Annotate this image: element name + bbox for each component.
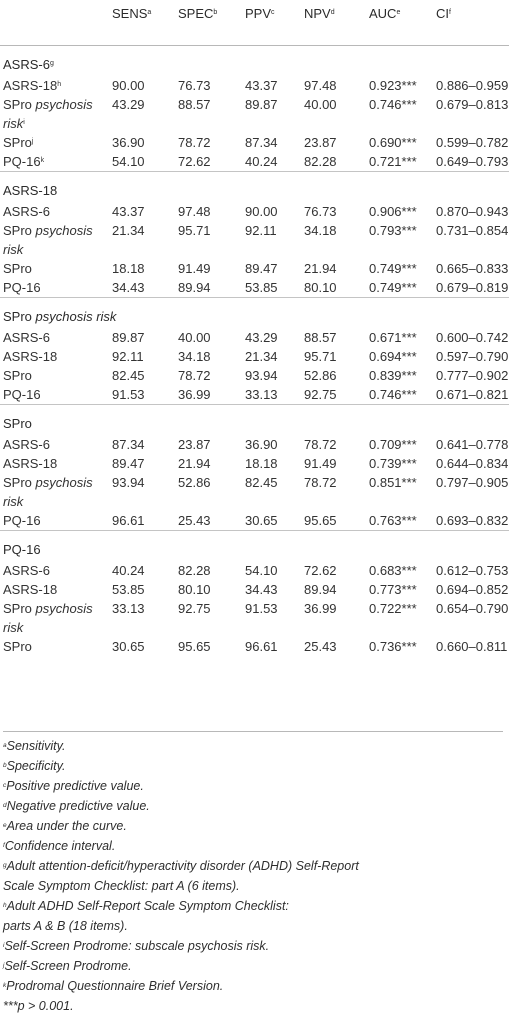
- footnote: [3, 856, 503, 876]
- cell-ppv: 40.24: [245, 154, 278, 169]
- cell-ci: 0.600–0.742: [436, 330, 509, 345]
- cell-spec: 95.65: [178, 639, 211, 654]
- table-header-row: [0, 0, 509, 46]
- group-heading: [0, 531, 509, 562]
- cell-auc: 0.671***: [369, 330, 417, 345]
- row-label: [0, 454, 112, 473]
- footnote-marker: f: [3, 842, 5, 849]
- cell-spec: 89.94: [178, 280, 211, 295]
- cell-spec: 40.00: [178, 330, 211, 345]
- row-label: [0, 435, 112, 454]
- column-header-footnote-marker: f: [449, 9, 451, 16]
- row-label-text: SPro: [3, 475, 36, 490]
- cell-ci: 0.660–0.811: [436, 639, 508, 654]
- footnote: [3, 956, 503, 976]
- row-label: [0, 599, 112, 637]
- cell-npv: 97.48: [304, 78, 337, 93]
- cell-ci: 0.693–0.832: [436, 513, 509, 528]
- cell-spec: 78.72: [178, 135, 211, 150]
- column-header-auc: [369, 0, 436, 46]
- table-row: [0, 259, 509, 278]
- cell-ci: 0.599–0.782: [436, 135, 509, 150]
- row-label: [0, 259, 112, 278]
- cell-ci: 0.797–0.905: [436, 475, 509, 490]
- cell-ci: 0.886–0.959: [436, 78, 509, 93]
- cell-ppv: 18.18: [245, 456, 278, 471]
- row-label-text: PQ-16: [3, 280, 41, 295]
- column-header-ppv: [245, 0, 304, 46]
- table-row: [0, 454, 509, 473]
- row-label: [0, 328, 112, 347]
- cell-auc: 0.721***: [369, 154, 417, 169]
- table-row: [0, 435, 509, 454]
- footnote-text: Adult ADHD Self-Report Scale Symptom Checklist:: [6, 899, 289, 913]
- footnote: [3, 796, 503, 816]
- footnote: [3, 776, 503, 796]
- cell-spec: 80.10: [178, 582, 211, 597]
- footnote-text: Area under the curve.: [6, 819, 127, 833]
- table-row: [0, 511, 509, 531]
- cell-spec: 23.87: [178, 437, 211, 452]
- cell-auc: 0.793***: [369, 223, 417, 238]
- cell-ci: 0.612–0.753: [436, 563, 509, 578]
- cell-auc: 0.739***: [369, 456, 417, 471]
- column-header-footnote-marker: a: [147, 9, 152, 16]
- row-label-italic: psychosis: [35, 97, 93, 112]
- table-row: [0, 95, 509, 133]
- cell-spec: 52.86: [178, 475, 211, 490]
- cell-sens: 89.87: [112, 330, 145, 345]
- column-header-label: PPV: [245, 6, 272, 21]
- footnote-text: Self-Screen Prodrome: subscale psychosis risk.: [4, 939, 270, 953]
- column-header-footnote-marker: c: [271, 9, 275, 16]
- row-label: [0, 347, 112, 366]
- cell-spec: 21.94: [178, 456, 211, 471]
- footnote-text: Self-Screen Prodrome.: [4, 959, 132, 973]
- cell-spec: 97.48: [178, 204, 211, 219]
- footnote-text: Confidence interval.: [4, 839, 116, 853]
- row-label-text: SPro: [3, 368, 32, 383]
- cell-ci: 0.641–0.778: [436, 437, 509, 452]
- cell-npv: 95.71: [304, 349, 337, 364]
- cell-ci: 0.671–0.821: [436, 387, 509, 402]
- footnote-marker: g: [3, 862, 7, 869]
- cell-npv: 91.49: [304, 456, 337, 471]
- cell-ppv: 54.10: [245, 563, 278, 578]
- row-label: [0, 366, 112, 385]
- footnote-marker: e: [3, 822, 7, 829]
- group-heading-row: [0, 298, 509, 329]
- footnote-marker: a: [3, 742, 7, 749]
- cell-spec: 91.49: [178, 261, 211, 276]
- cell-auc: 0.709***: [369, 437, 417, 452]
- table-row: [0, 473, 509, 511]
- row-label-text: SPro: [3, 97, 36, 112]
- column-header-label: SPEC: [178, 6, 214, 21]
- cell-sens: 21.34: [112, 223, 145, 238]
- row-label: [0, 385, 112, 405]
- group-heading: [0, 172, 509, 203]
- table-row: [0, 202, 509, 221]
- cell-auc: 0.749***: [369, 261, 417, 276]
- cell-spec: 36.99: [178, 387, 211, 402]
- cell-ci: 0.665–0.833: [436, 261, 509, 276]
- cell-sens: 89.47: [112, 456, 145, 471]
- row-label-text: SPro: [3, 135, 32, 150]
- cell-npv: 21.94: [304, 261, 337, 276]
- cell-npv: 76.73: [304, 204, 337, 219]
- row-label: [0, 278, 112, 298]
- cell-ppv: 89.47: [245, 261, 278, 276]
- cell-npv: 78.72: [304, 437, 337, 452]
- cell-auc: 0.906***: [369, 204, 417, 219]
- footnote-marker: h: [3, 902, 7, 909]
- cell-ci: 0.654–0.790: [436, 601, 509, 616]
- row-label: [0, 76, 112, 95]
- group-heading-text: PQ-16: [3, 542, 41, 557]
- footnote-marker: b: [3, 762, 7, 769]
- cell-auc: 0.923***: [369, 78, 417, 93]
- table-row: [0, 366, 509, 385]
- row-label-footnote-marker: k: [40, 157, 45, 164]
- footnote-marker: c: [3, 782, 7, 789]
- row-label-text: ASRS-6: [3, 437, 50, 452]
- cell-npv: 92.75: [304, 387, 337, 402]
- group-heading-text: ASRS-6: [3, 57, 50, 72]
- cell-sens: 93.94: [112, 475, 145, 490]
- cell-auc: 0.763***: [369, 513, 417, 528]
- group-heading: [0, 46, 509, 77]
- row-label: [0, 202, 112, 221]
- row-label-text: SPro: [3, 223, 36, 238]
- footnote: [3, 936, 503, 956]
- cell-ppv: 21.34: [245, 349, 278, 364]
- cell-ppv: 91.53: [245, 601, 278, 616]
- column-header-footnote-marker: b: [213, 9, 218, 16]
- header-empty-cell: [0, 0, 112, 46]
- column-header-spec: [178, 0, 245, 46]
- cell-sens: 54.10: [112, 154, 145, 169]
- cell-sens: 43.37: [112, 204, 145, 219]
- footnote-marker: d: [3, 802, 7, 809]
- cell-sens: 33.13: [112, 601, 145, 616]
- group-heading-text: SPro: [3, 416, 32, 431]
- row-label-text: ASRS-18: [3, 582, 58, 597]
- cell-sens: 96.61: [112, 513, 145, 528]
- row-label: [0, 152, 112, 172]
- cell-ppv: 92.11: [245, 223, 277, 238]
- cell-sens: 91.53: [112, 387, 145, 402]
- table-row: [0, 580, 509, 599]
- cell-sens: 40.24: [112, 563, 145, 578]
- table-row: [0, 561, 509, 580]
- row-label-italic: psychosis: [35, 601, 93, 616]
- table-row: [0, 328, 509, 347]
- cell-sens: 90.00: [112, 78, 145, 93]
- row-label-text: ASRS-6: [3, 330, 50, 345]
- row-label: [0, 580, 112, 599]
- group-heading-row: [0, 172, 509, 203]
- cell-sens: 92.11: [112, 349, 144, 364]
- cell-auc: 0.722***: [369, 601, 417, 616]
- cell-npv: 23.87: [304, 135, 337, 150]
- row-label-text: ASRS-18: [3, 456, 58, 471]
- row-label-italic-tail: risk: [3, 620, 24, 635]
- cell-auc: 0.690***: [369, 135, 417, 150]
- footnote-text: Negative predictive value.: [6, 799, 150, 813]
- cell-npv: 88.57: [304, 330, 337, 345]
- footnote: [3, 876, 503, 896]
- table-row: [0, 385, 509, 405]
- column-header-ci: [436, 0, 509, 46]
- row-label: [0, 133, 112, 152]
- cell-auc: 0.851***: [369, 475, 417, 490]
- row-label-text: ASRS-18: [3, 78, 58, 93]
- cell-npv: 40.00: [304, 97, 337, 112]
- column-header-label: AUC: [369, 6, 397, 21]
- cell-ppv: 90.00: [245, 204, 278, 219]
- row-label-italic-tail: risk: [3, 242, 24, 257]
- cell-ppv: 82.45: [245, 475, 278, 490]
- footnote-text: Prodromal Questionnaire Brief Version.: [6, 979, 224, 993]
- row-label-text: PQ-16: [3, 513, 41, 528]
- row-label: [0, 511, 112, 531]
- row-label-text: SPro: [3, 261, 32, 276]
- table-row: [0, 221, 509, 259]
- cell-spec: 82.28: [178, 563, 211, 578]
- column-header-label: CI: [436, 6, 449, 21]
- cell-npv: 34.18: [304, 223, 337, 238]
- cell-npv: 25.43: [304, 639, 337, 654]
- cell-spec: 72.62: [178, 154, 211, 169]
- cell-sens: 82.45: [112, 368, 145, 383]
- row-label: [0, 561, 112, 580]
- cell-ppv: 33.13: [245, 387, 278, 402]
- footnote-marker: j: [3, 962, 5, 969]
- footnote: [3, 916, 503, 936]
- group-heading-text: SPro: [3, 309, 36, 324]
- cell-ci: 0.679–0.819: [436, 280, 509, 295]
- footnote-marker: k: [3, 982, 7, 989]
- table-body: [0, 46, 509, 657]
- column-header-footnote-marker: d: [330, 9, 335, 16]
- cell-ppv: 34.43: [245, 582, 278, 597]
- row-label: [0, 473, 112, 511]
- cell-ppv: 87.34: [245, 135, 278, 150]
- cell-npv: 89.94: [304, 582, 337, 597]
- footnote-text: ***p > 0.001.: [3, 999, 74, 1013]
- row-label: [0, 221, 112, 259]
- footnote: [3, 756, 503, 776]
- table-footnotes: [3, 731, 503, 1016]
- table-row: [0, 133, 509, 152]
- row-label-italic: psychosis: [35, 223, 93, 238]
- cell-ppv: 30.65: [245, 513, 278, 528]
- cell-spec: 92.75: [178, 601, 211, 616]
- footnote-marker: i: [3, 942, 5, 949]
- cell-ci: 0.870–0.943: [436, 204, 509, 219]
- cell-auc: 0.746***: [369, 387, 417, 402]
- group-heading-italic: psychosis risk: [35, 309, 117, 324]
- cell-ppv: 43.37: [245, 78, 278, 93]
- cell-auc: 0.839***: [369, 368, 417, 383]
- row-label-text: ASRS-6: [3, 204, 50, 219]
- cell-auc: 0.694***: [369, 349, 417, 364]
- cell-auc: 0.749***: [369, 280, 417, 295]
- cell-npv: 78.72: [304, 475, 337, 490]
- cell-sens: 18.18: [112, 261, 145, 276]
- cell-sens: 36.90: [112, 135, 145, 150]
- cell-ppv: 89.87: [245, 97, 278, 112]
- footnote-text: Sensitivity.: [6, 739, 66, 753]
- group-heading-footnote-marker: g: [49, 60, 54, 67]
- column-header-label: SENS: [112, 6, 148, 21]
- footnote: [3, 976, 503, 996]
- cell-npv: 80.10: [304, 280, 337, 295]
- table-row: [0, 76, 509, 95]
- cell-sens: 30.65: [112, 639, 145, 654]
- row-label-italic-tail: risk: [3, 116, 24, 131]
- row-label-italic-tail: risk: [3, 494, 24, 509]
- column-header-npv: [304, 0, 369, 46]
- footnote-text: Scale Symptom Checklist: part A (6 items).: [3, 879, 240, 893]
- cell-ppv: 36.90: [245, 437, 278, 452]
- cell-auc: 0.683***: [369, 563, 417, 578]
- group-heading: [0, 298, 509, 329]
- row-label-text: SPro: [3, 601, 36, 616]
- column-header-label: NPV: [304, 6, 331, 21]
- cell-sens: 53.85: [112, 582, 145, 597]
- cell-ci: 0.731–0.854: [436, 223, 509, 238]
- cell-auc: 0.773***: [369, 582, 417, 597]
- row-label-footnote-marker: h: [57, 81, 62, 88]
- cell-auc: 0.736***: [369, 639, 417, 654]
- cell-ppv: 53.85: [245, 280, 278, 295]
- cell-spec: 88.57: [178, 97, 211, 112]
- footnote: [3, 736, 503, 756]
- table-row: [0, 637, 509, 656]
- footnote-text: Adult attention-deficit/hyperactivity disorder (ADHD) Self-Report: [6, 859, 359, 873]
- table-row: [0, 599, 509, 637]
- row-label-text: SPro: [3, 639, 32, 654]
- cell-ci: 0.597–0.790: [436, 349, 509, 364]
- cell-npv: 36.99: [304, 601, 337, 616]
- cell-ci: 0.644–0.834: [436, 456, 509, 471]
- row-label-text: PQ-16: [3, 154, 41, 169]
- footnote-text: Specificity.: [6, 759, 66, 773]
- cell-ci: 0.679–0.813: [436, 97, 509, 112]
- row-label-text: PQ-16: [3, 387, 41, 402]
- row-label: [0, 95, 112, 133]
- row-label-text: ASRS-6: [3, 563, 50, 578]
- cell-npv: 52.86: [304, 368, 337, 383]
- column-header-sens: [112, 0, 178, 46]
- cell-npv: 72.62: [304, 563, 337, 578]
- footnote-text: Positive predictive value.: [6, 779, 144, 793]
- column-header-footnote-marker: e: [396, 9, 401, 16]
- cell-sens: 87.34: [112, 437, 145, 452]
- cell-spec: 76.73: [178, 78, 211, 93]
- cell-spec: 25.43: [178, 513, 211, 528]
- table-row: [0, 347, 509, 366]
- group-heading-row: [0, 405, 509, 436]
- footnote: [3, 816, 503, 836]
- table-row: [0, 278, 509, 298]
- row-label-text: ASRS-18: [3, 349, 58, 364]
- cell-ci: 0.649–0.793: [436, 154, 509, 169]
- cell-spec: 95.71: [178, 223, 211, 238]
- cell-sens: 34.43: [112, 280, 145, 295]
- table-row: [0, 152, 509, 172]
- cell-ppv: 93.94: [245, 368, 278, 383]
- cell-ci: 0.777–0.902: [436, 368, 509, 383]
- group-heading-row: [0, 531, 509, 562]
- cell-auc: 0.746***: [369, 97, 417, 112]
- footnote: [3, 836, 503, 856]
- row-label-footnote-marker: i: [23, 119, 25, 126]
- cell-npv: 95.65: [304, 513, 337, 528]
- cell-sens: 43.29: [112, 97, 145, 112]
- cell-npv: 82.28: [304, 154, 337, 169]
- group-heading-text: ASRS-18: [3, 183, 58, 198]
- cell-spec: 78.72: [178, 368, 211, 383]
- footnote-text: parts A & B (18 items).: [3, 919, 128, 933]
- row-label-footnote-marker: j: [31, 138, 34, 145]
- cell-ppv: 43.29: [245, 330, 278, 345]
- footnote: [3, 996, 503, 1016]
- group-heading: [0, 405, 509, 436]
- footnote: [3, 896, 503, 916]
- cell-ppv: 96.61: [245, 639, 278, 654]
- row-label-italic: psychosis: [35, 475, 93, 490]
- group-heading-row: [0, 46, 509, 77]
- cell-ci: 0.694–0.852: [436, 582, 509, 597]
- row-label: [0, 637, 112, 656]
- cell-spec: 34.18: [178, 349, 211, 364]
